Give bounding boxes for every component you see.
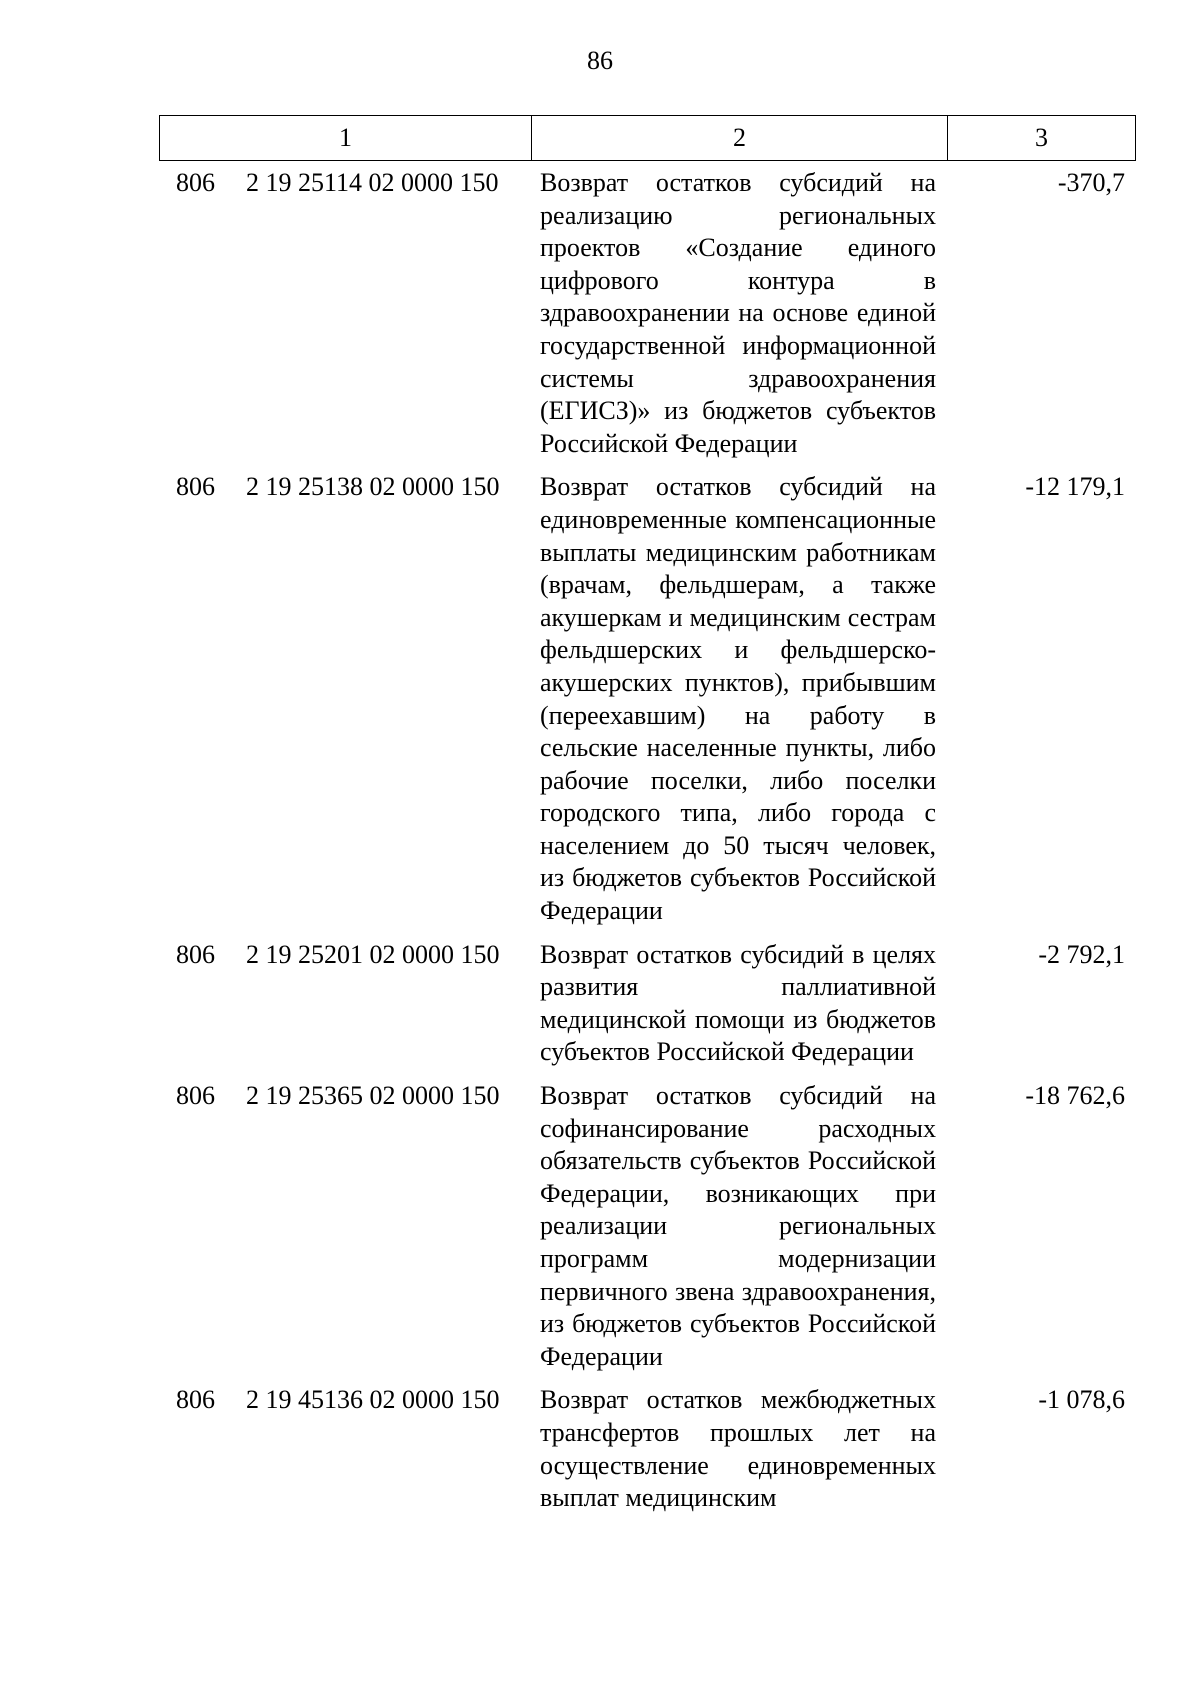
table-body <box>0 167 1200 1526</box>
table-row <box>0 167 1200 460</box>
description: Возврат остатков субсидий на единовременные компенсационные выплаты медицинским работникам (врачам, фельдшерам, а также акушеркам и медицинским сестрам фельдшерских и фельдшерско-акушерских пунктов), прибывшим (переехавшим) на работу в сельские населенные пункты, либо рабочие поселки, либо поселки городского типа, либо города с населением до 50 тысяч человек, из бюджетов субъектов Российской Федерации <box>540 472 936 926</box>
table-row <box>0 1384 1200 1514</box>
admin-code: 806 <box>176 1081 215 1111</box>
table-row <box>0 1080 1200 1373</box>
amount: -2 792,1 <box>1038 939 1125 969</box>
table-row <box>0 939 1200 1069</box>
description: Возврат остатков субсидий на софинансирование расходных обязательств субъектов Российской Федерации, возникающих при реализации региональных программ модернизации первичного звена здравоохранения, из бюджетов субъектов Российской Федерации <box>540 1081 936 1371</box>
description: Возврат остатков межбюджетных трансфертов прошлых лет на осуществление единовременных выплат медицинским <box>540 1385 936 1513</box>
description: Возврат остатков субсидий в целях развития паллиативной медицинской помощи из бюджетов субъектов Российской Федерации <box>540 939 936 1067</box>
budget-code: 2 19 25138 02 0000 150 <box>246 472 500 502</box>
header-col-3: 3 <box>1035 123 1048 152</box>
amount: -12 179,1 <box>1025 472 1125 502</box>
budget-code: 2 19 45136 02 0000 150 <box>246 1385 500 1415</box>
admin-code: 806 <box>176 1385 215 1415</box>
amount: -370,7 <box>1057 168 1125 197</box>
amount: -1 078,6 <box>1038 1385 1125 1415</box>
admin-code: 806 <box>176 168 215 197</box>
page-number: 86 <box>587 46 613 75</box>
table-header <box>159 115 1136 161</box>
amount: -18 762,6 <box>1025 1081 1125 1111</box>
admin-code: 806 <box>176 939 215 969</box>
table-row <box>0 471 1200 927</box>
budget-code: 2 19 25114 02 0000 150 <box>246 168 499 197</box>
description: Возврат остатков субсидий на реализацию региональных проектов «Создание единого цифрового контура в здравоохранении на основе единой государственной информационной системы здравоохранения (ЕГИСЗ)» из бюджетов субъектов Российской Федерации <box>540 168 936 458</box>
admin-code: 806 <box>176 472 215 502</box>
budget-code: 2 19 25201 02 0000 150 <box>246 939 500 969</box>
budget-code: 2 19 25365 02 0000 150 <box>246 1081 500 1111</box>
header-col-1: 1 <box>160 116 532 160</box>
header-col-2: 2 <box>532 116 948 160</box>
